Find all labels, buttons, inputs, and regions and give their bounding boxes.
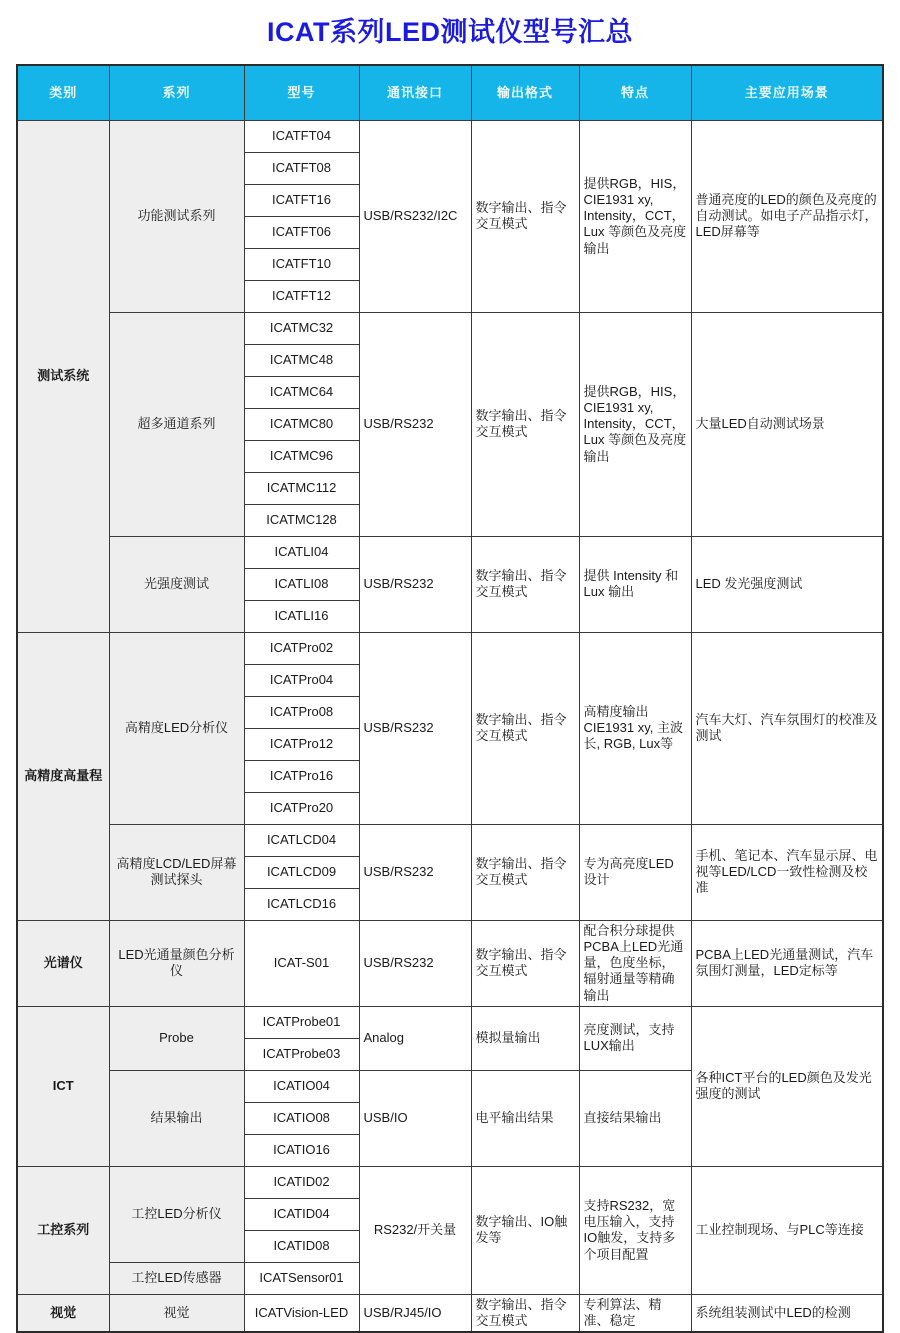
cell-model: ICATFT06 <box>244 216 359 248</box>
cell-format: 数字输出、指令交互模式 <box>471 920 579 1006</box>
cell-model: ICATMC128 <box>244 504 359 536</box>
cell-category: 光谱仪 <box>17 920 109 1006</box>
product-matrix-table <box>16 64 884 1333</box>
cell-format: 数字输出、指令交互模式 <box>471 312 579 536</box>
cell-series: 超多通道系列 <box>109 312 244 536</box>
cell-application: PCBA上LED光通量测试，汽车氛围灯测量，LED定标等 <box>691 920 883 1006</box>
cell-format: 数字输出、IO触发等 <box>471 1166 579 1294</box>
table-body <box>17 120 883 1332</box>
cell-model: ICATPro16 <box>244 760 359 792</box>
cell-model: ICATLCD16 <box>244 888 359 920</box>
cell-series: LED光通量颜色分析仪 <box>109 920 244 1006</box>
cell-model: ICATLI16 <box>244 600 359 632</box>
column-header-series: 系列 <box>109 65 244 121</box>
cell-feature: 支持RS232，宽电压输入，支持IO触发，支持多个项目配置 <box>579 1166 691 1294</box>
cell-model: ICATPro12 <box>244 728 359 760</box>
cell-model: ICATMC96 <box>244 440 359 472</box>
cell-application: 工业控制现场、与PLC等连接 <box>691 1166 883 1294</box>
cell-format: 数字输出、指令交互模式 <box>471 120 579 312</box>
cell-model: ICATPro04 <box>244 664 359 696</box>
cell-model: ICATMC32 <box>244 312 359 344</box>
cell-model: ICATFT12 <box>244 280 359 312</box>
cell-model: ICATMC112 <box>244 472 359 504</box>
cell-feature: 提供 Intensity 和 Lux 输出 <box>579 536 691 632</box>
cell-feature: 提供RGB，HIS，CIE1931 xy, Intensity，CCT，Lux 等颜色及亮度输出 <box>579 120 691 312</box>
cell-series: 功能测试系列 <box>109 120 244 312</box>
cell-format: 数字输出、指令交互模式 <box>471 632 579 824</box>
cell-model: ICATID02 <box>244 1166 359 1198</box>
cell-series: 高精度LCD/LED屏幕测试探头 <box>109 824 244 920</box>
column-header-format: 输出格式 <box>471 65 579 121</box>
cell-model: ICATMC48 <box>244 344 359 376</box>
table-row <box>17 536 883 568</box>
table-row <box>17 1294 883 1332</box>
cell-interface: Analog <box>359 1006 471 1070</box>
cell-feature: 专为高亮度LED设计 <box>579 824 691 920</box>
cell-series: 工控LED分析仪 <box>109 1166 244 1262</box>
cell-category: 工控系列 <box>17 1166 109 1294</box>
cell-interface: USB/RS232 <box>359 632 471 824</box>
cell-model: ICATPro20 <box>244 792 359 824</box>
cell-interface: USB/RJ45/IO <box>359 1294 471 1332</box>
cell-format: 数字输出、指令交互模式 <box>471 1294 579 1332</box>
cell-model: ICATProbe03 <box>244 1038 359 1070</box>
cell-model: ICATFT08 <box>244 152 359 184</box>
column-header-feature: 特点 <box>579 65 691 121</box>
cell-model: ICATLI04 <box>244 536 359 568</box>
cell-model: ICATMC80 <box>244 408 359 440</box>
cell-model: ICATVision-LED <box>244 1294 359 1332</box>
cell-application: 大量LED自动测试场景 <box>691 312 883 536</box>
cell-application: 手机、笔记本、汽车显示屏、电视等LED/LCD一致性检测及校准 <box>691 824 883 920</box>
cell-application: 系统组装测试中LED的检测 <box>691 1294 883 1332</box>
column-header-category: 类别 <box>17 65 109 121</box>
cell-interface: USB/RS232 <box>359 312 471 536</box>
cell-series: Probe <box>109 1006 244 1070</box>
cell-model: ICATFT16 <box>244 184 359 216</box>
cell-model: ICATID04 <box>244 1198 359 1230</box>
cell-model: ICATIO16 <box>244 1134 359 1166</box>
table-row <box>17 920 883 1006</box>
cell-category: ICT <box>17 1006 109 1166</box>
cell-format: 模拟量输出 <box>471 1006 579 1070</box>
cell-model: ICATSensor01 <box>244 1262 359 1294</box>
cell-category: 高精度高量程 <box>17 632 109 920</box>
column-header-model: 型号 <box>244 65 359 121</box>
cell-application: 汽车大灯、汽车氛围灯的校准及测试 <box>691 632 883 824</box>
cell-interface: RS232/开关量 <box>359 1166 471 1294</box>
cell-model: ICATIO08 <box>244 1102 359 1134</box>
table-row <box>17 120 883 152</box>
cell-model: ICATFT10 <box>244 248 359 280</box>
cell-feature: 高精度输出 CIE1931 xy, 主波长, RGB, Lux等 <box>579 632 691 824</box>
table-row <box>17 824 883 856</box>
cell-interface: USB/RS232 <box>359 920 471 1006</box>
cell-model: ICATMC64 <box>244 376 359 408</box>
table-row <box>17 1166 883 1198</box>
cell-series: 视觉 <box>109 1294 244 1332</box>
table-row <box>17 632 883 664</box>
cell-feature: 专利算法、精准、稳定 <box>579 1294 691 1332</box>
cell-application: LED 发光强度测试 <box>691 536 883 632</box>
cell-model: ICATLCD09 <box>244 856 359 888</box>
cell-series: 工控LED传感器 <box>109 1262 244 1294</box>
cell-format: 电平输出结果 <box>471 1070 579 1166</box>
cell-model: ICATProbe01 <box>244 1006 359 1038</box>
cell-feature: 配合积分球提供PCBA上LED光通量，色度坐标，辐射通量等精确输出 <box>579 920 691 1006</box>
cell-model: ICATPro02 <box>244 632 359 664</box>
table-header-row <box>17 65 883 121</box>
cell-model: ICATID08 <box>244 1230 359 1262</box>
column-header-application: 主要应用场景 <box>691 65 883 121</box>
page-title: ICAT系列LED测试仪型号汇总 <box>267 17 633 47</box>
cell-interface: USB/RS232/I2C <box>359 120 471 312</box>
cell-interface: USB/IO <box>359 1070 471 1166</box>
cell-feature: 提供RGB，HIS，CIE1931 xy, Intensity，CCT，Lux 等颜色及亮度输出 <box>579 312 691 536</box>
cell-interface: USB/RS232 <box>359 536 471 632</box>
cell-format: 数字输出、指令交互模式 <box>471 536 579 632</box>
column-header-interface: 通讯接口 <box>359 65 471 121</box>
cell-feature: 直接结果输出 <box>579 1070 691 1166</box>
cell-model: ICATLCD04 <box>244 824 359 856</box>
cell-series: 高精度LED分析仪 <box>109 632 244 824</box>
cell-series: 光强度测试 <box>109 536 244 632</box>
cell-model: ICATPro08 <box>244 696 359 728</box>
cell-feature: 亮度测试，支持LUX输出 <box>579 1006 691 1070</box>
cell-series: 结果输出 <box>109 1070 244 1166</box>
cell-model: ICATIO04 <box>244 1070 359 1102</box>
table-row <box>17 1006 883 1038</box>
cell-application: 各种ICT平台的LED颜色及发光强度的测试 <box>691 1006 883 1166</box>
table-header <box>17 65 883 121</box>
table-row <box>17 312 883 344</box>
cell-interface: USB/RS232 <box>359 824 471 920</box>
cell-category: 测试系统 <box>17 120 109 632</box>
cell-format: 数字输出、指令交互模式 <box>471 824 579 920</box>
cell-application: 普通亮度的LED的颜色及亮度的自动测试。如电子产品指示灯，LED屏幕等 <box>691 120 883 312</box>
cell-model: ICAT-S01 <box>244 920 359 1006</box>
cell-model: ICATLI08 <box>244 568 359 600</box>
cell-category: 视觉 <box>17 1294 109 1332</box>
cell-model: ICATFT04 <box>244 120 359 152</box>
